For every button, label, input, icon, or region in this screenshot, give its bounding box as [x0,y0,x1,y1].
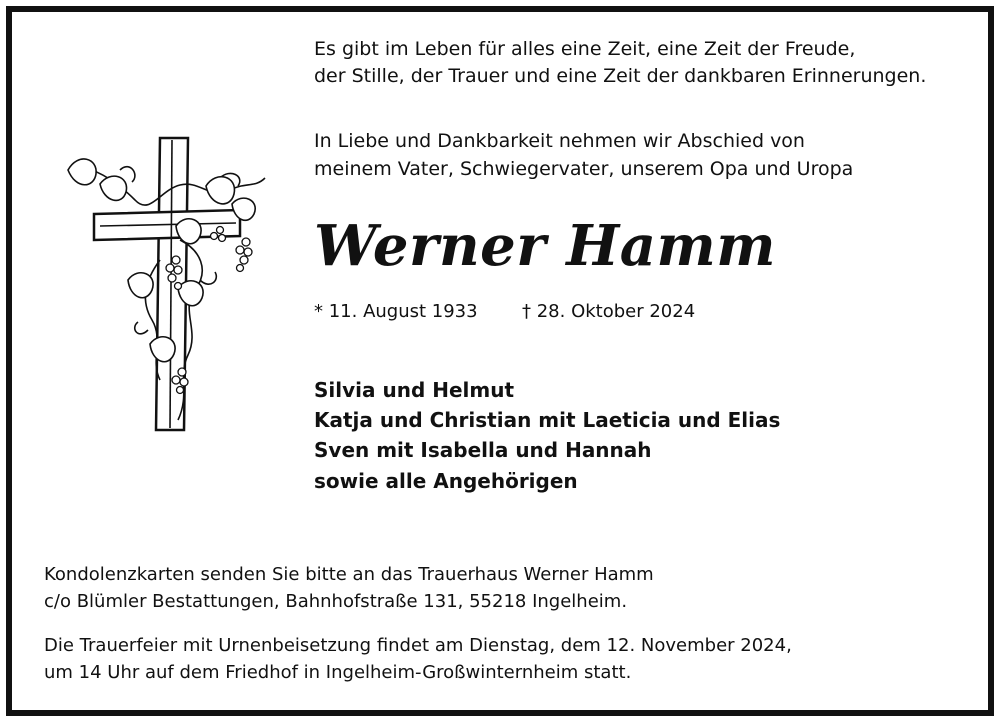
intro-line-1: Es gibt im Leben für alles eine Zeit, eine Zeit der Freude, [314,38,856,60]
condolence-line-2: c/o Blümler Bestattungen, Bahnhofstraße 131, 55218 Ingelheim. [44,591,628,612]
family-member: sowie alle Angehörigen [314,469,578,493]
death-date: † 28. Oktober 2024 [522,301,696,322]
intro-line-3: In Liebe und Dankbarkeit nehmen wir Abschied von [314,130,805,152]
funeral-line-1: Die Trauerfeier mit Urnenbeisetzung findet am Dienstag, dem 12. November 2024, [44,635,792,656]
intro-line-2: der Stille, der Trauer und eine Zeit der dankbaren Erinnerungen. [314,65,927,87]
family-member: Katja und Christian mit Laeticia und Elias [314,408,781,432]
condolence-line-1: Kondolenzkarten senden Sie bitte an das Trauerhaus Werner Hamm [44,564,654,585]
birth-date: * 11. August 1933 [314,301,478,322]
deceased-name: Werner Hamm [314,213,777,279]
funeral-line-2: um 14 Uhr auf dem Friedhof in Ingelheim-Großwinternheim statt. [44,662,632,683]
family-member: Silvia und Helmut [314,378,515,402]
family-member: Sven mit Isabella und Hannah [314,438,652,462]
intro-line-4: meinem Vater, Schwiegervater, unserem Opa und Uropa [314,158,854,180]
cross-with-grapevine-icon [60,130,275,440]
